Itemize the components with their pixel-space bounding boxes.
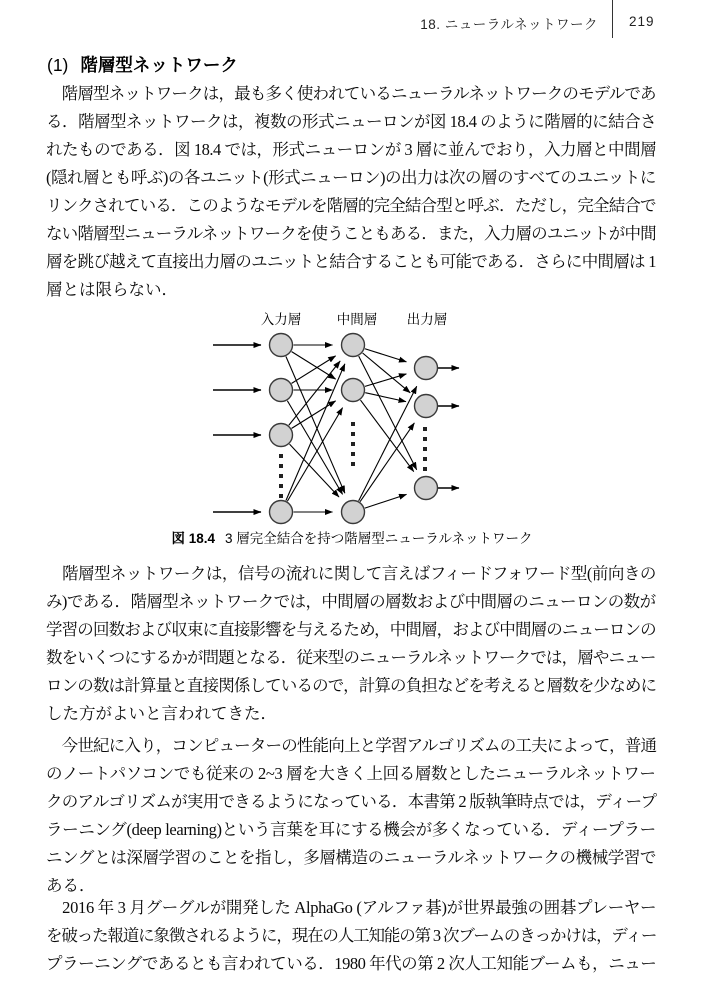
input-node xyxy=(270,424,293,447)
figure-caption-label: 図 18.4 xyxy=(171,531,216,546)
text-line: した方がよいと言われてきた． xyxy=(46,704,277,723)
text-line: 層を跳び越えて直接出力層のユニットと結合することも可能である．さらに中間層は 1 xyxy=(46,252,656,271)
text-line: ロンの数は計算量と直接関係しているので，計算の負担などを考えると層数を少なめに xyxy=(46,676,657,695)
text-line: 階層型ネットワークは，信号の流れに関して言えばフィードフォワード型(前向きの xyxy=(46,564,656,583)
paragraph-4 xyxy=(46,894,656,978)
input-node xyxy=(270,379,293,402)
text-line: る．階層型ネットワークは，複数の形式ニューロンが図 18.4 のように階層的に結合さ xyxy=(46,112,657,131)
text-line: 階層型ネットワークは，最も多く使われているニューラルネットワークのモデルであ xyxy=(46,84,656,103)
figure-caption-text: 3 層完全結合を持つ階層型ニューラルネットワーク xyxy=(225,531,533,546)
chapter-title: 18. ニューラルネットワーク xyxy=(420,17,598,32)
output-node xyxy=(415,395,438,418)
text-line: 学習の回数および収束に直接影響を与えるため，中間層，および中間層のニューロンの xyxy=(46,620,656,639)
text-line: 層とは限らない． xyxy=(46,280,178,299)
section-title: 階層型ネットワーク xyxy=(80,55,238,75)
hidden-node xyxy=(342,379,365,402)
hidden-node xyxy=(342,501,365,524)
neural-network-diagram xyxy=(0,306,704,526)
text-line: れたものである．図 18.4 では，形式ニューロンが 3 層に並んでおり，入力層と中間層 xyxy=(46,140,657,159)
layer-label: 出力層 xyxy=(406,312,448,327)
text-line: プラーニングであるとも言われている．1980 年代の第 2 次人工知能ブームも，ニュー xyxy=(46,954,657,973)
hidden-node xyxy=(342,334,365,357)
text-line: を破った報道に象徴されるように，現在の人工知能の第 3 次ブームのきっかけは，ディー xyxy=(46,926,657,945)
section-heading xyxy=(47,52,238,77)
input-node xyxy=(270,334,293,357)
text-line: クのアルゴリズムが実用できるようになっている．本書第 2 版執筆時点では，ディープ xyxy=(46,792,657,811)
text-line: 2016 年 3 月グーグルが開発した AlphaGo (アルファ碁)が世界最強の囲碁プレーヤー xyxy=(46,898,657,917)
output-node xyxy=(415,357,438,380)
text-line: ある． xyxy=(46,876,96,895)
paragraph-3 xyxy=(46,732,656,900)
text-line: ラーニング(deep learning)という言葉を耳にする機会が多くなっている．ディープラー xyxy=(46,820,656,839)
section-number: (1) xyxy=(47,55,69,75)
text-line: 数をいくつにするかが問題となる．従来型のニューラルネットワークでは，層やニュー xyxy=(46,648,656,667)
paragraph-1 xyxy=(46,80,656,304)
input-node xyxy=(270,501,293,524)
figure-caption xyxy=(0,527,704,547)
text-line: (隠れ層とも呼ぶ)の各ユニット(形式ニューロン)の出力は次の層のすべてのユニットに xyxy=(46,168,656,187)
text-line: 今世紀に入り，コンピューターの性能向上と学習アルゴリズムの工夫によって，普通 xyxy=(46,736,657,755)
figure-18-4 xyxy=(0,306,704,526)
text-line: リンクされている．このようなモデルを階層的完全結合型と呼ぶ．ただし，完全結合で xyxy=(46,196,656,215)
output-node xyxy=(415,477,438,500)
text-line: のノートパソコンでも従来の 2~3 層を大きく上回る層数としたニューラルネットワー xyxy=(46,764,656,783)
layer-label: 入力層 xyxy=(260,312,302,327)
page-number: 219 xyxy=(629,14,655,29)
text-line: み)である．階層型ネットワークでは，中間層の層数および中間層のニューロンの数が xyxy=(46,592,656,611)
paragraph-2 xyxy=(46,560,656,728)
text-line: ない階層型ニューラルネットワークを使うこともある．また，入力層のユニットが中間 xyxy=(46,224,656,243)
text-line: ニングとは深層学習のことを指し，多層構造のニューラルネットワークの機械学習で xyxy=(46,848,657,867)
layer-label: 中間層 xyxy=(336,312,378,327)
header-divider xyxy=(612,0,613,38)
